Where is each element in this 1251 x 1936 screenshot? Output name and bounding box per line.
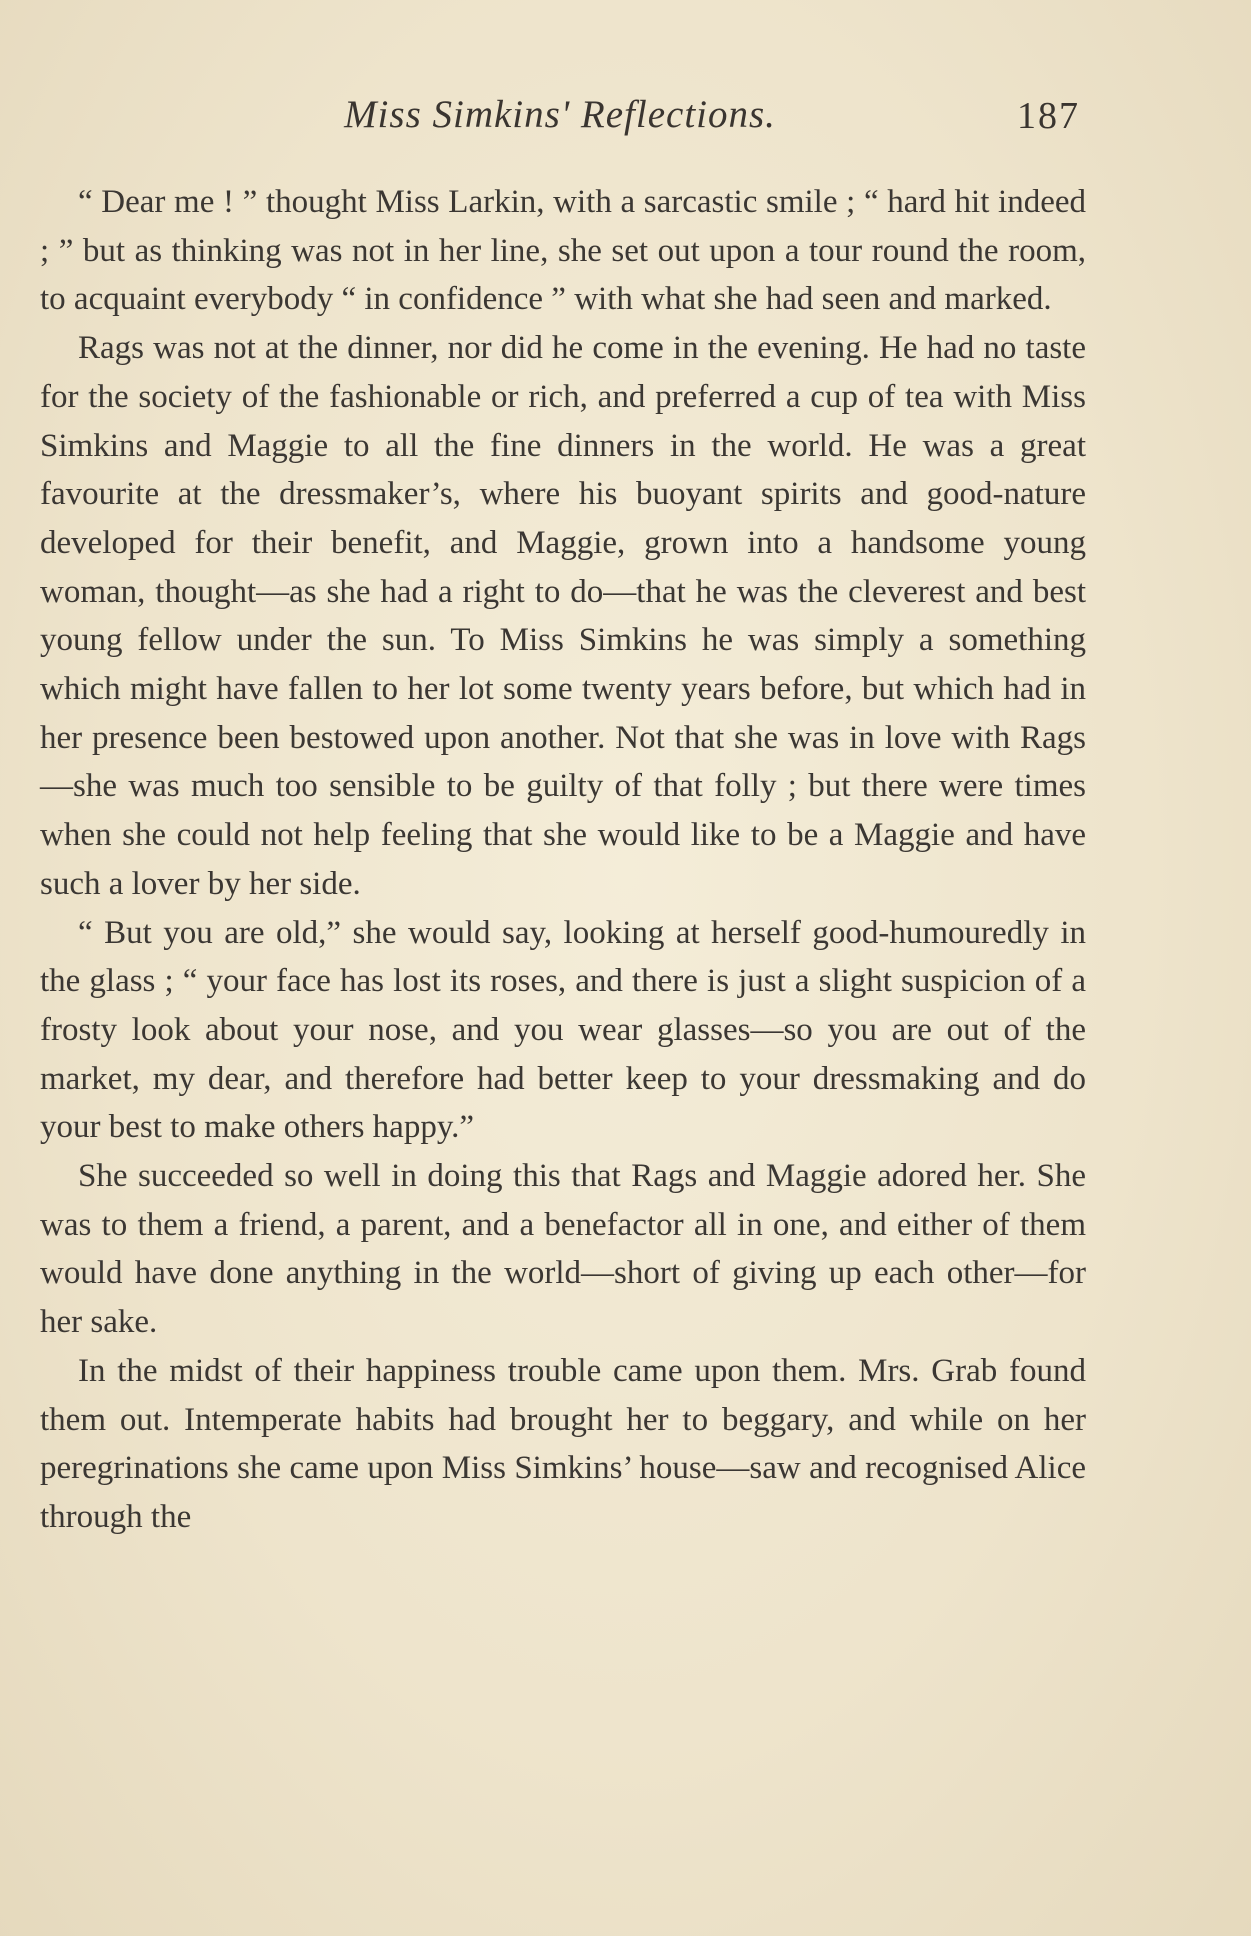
body-text — [40, 178, 1086, 1542]
running-head — [40, 92, 1080, 142]
paragraph: Rags was not at the dinner, nor did he come in the evening. He had no taste for the society of the fashionable or rich, and preferred a cup of tea with Miss Simkins and Maggie to all the fine dinners in the world. He was a great favourite at the dressmaker’s, where his buoyant spirits and good-nature developed for their benefit, and Maggie, grown into a handsome young woman, thought—as she had a right to do—that he was the cleverest and best young fellow under the sun. To Miss Simkins he was simply a something which might have fallen to her lot some twenty years before, but which had in her presence been bestowed upon another. Not that she was in love with Rags—she was much too sensible to be guilty of that folly ; but there were times when she could not help feeling that she would like to be a Maggie and have such a lover by her side. — [40, 330, 1086, 902]
paragraph: She succeeded so well in doing this that Rags and Maggie adored her. She was to them a friend, a parent, and a benefactor all in one, and either of them would have done anything in the world—short of giving up each other—for her sake. — [40, 1158, 1086, 1341]
paragraph: “ Dear me ! ” thought Miss Larkin, with a sarcastic smile ; “ hard hit indeed ; ” but as thinking was not in her line, she set out upon a tour round the room, to acquaint everybody “ in confidence ” with what she had seen and marked. — [40, 184, 1086, 318]
paragraph: “ But you are old,” she would say, looking at herself good-humouredly in the glass ; “ your face has lost its roses, and there is just a slight suspicion of a frosty look about your nose, and you wear glasses—so you are out of the market, my dear, and therefore had better keep to your dressmaking and do your best to make others happy.” — [40, 914, 1086, 1146]
running-title: Miss Simkins' Reflections. — [344, 93, 776, 136]
paragraph: In the midst of their happiness trouble came upon them. Mrs. Grab found them out. Intemperate habits had brought her to beggary, and while on her peregrinations she came upon Miss Simkins’ house—saw and recognised Alice through the — [40, 1352, 1086, 1535]
page-number: 187 — [1017, 95, 1080, 137]
